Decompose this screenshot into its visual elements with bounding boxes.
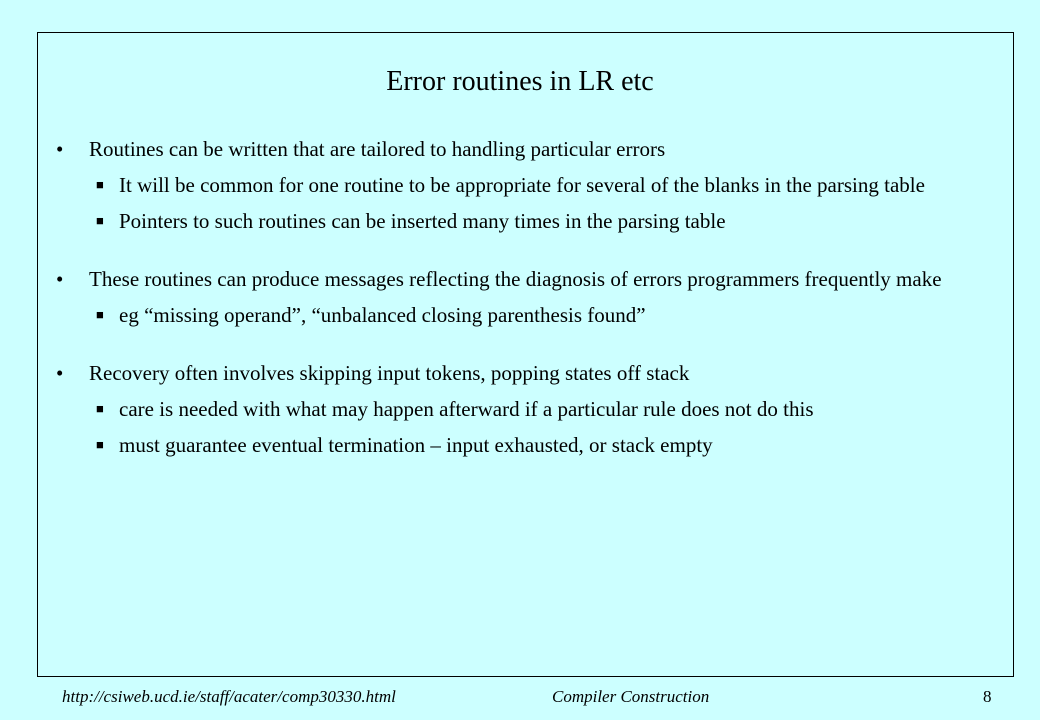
sub-bullet-item [56,208,1006,234]
sub-bullet-item [56,172,1006,198]
sub-bullet-item [56,302,1006,328]
sub-bullet-glyph: ■ [96,401,104,416]
sub-bullet-text: It will be common for one routine to be appropriate for several of the blanks in the parsing table [119,173,925,197]
bullet-item [56,136,1006,162]
bullet-glyph: • [56,267,64,291]
bullet-glyph: • [56,361,64,385]
sub-bullet-text: must guarantee eventual termination – input exhausted, or stack empty [119,433,713,457]
sub-bullet-glyph: ■ [96,437,104,452]
footer-page-number: 8 [983,687,992,706]
footer-url: http://csiweb.ucd.ie/staff/acater/comp30330.html [62,687,396,706]
bullet-text: Recovery often involves skipping input tokens, popping states off stack [89,361,690,385]
slide-content [56,136,1006,458]
bullet-text: Routines can be written that are tailored to handling particular errors [89,137,666,161]
sub-bullet-text: Pointers to such routines can be inserted many times in the parsing table [119,209,726,233]
sub-bullet-text: eg “missing operand”, “unbalanced closing parenthesis found” [119,303,646,327]
bullet-glyph: • [56,137,64,161]
bullet-text: These routines can produce messages reflecting the diagnosis of errors programmers frequently make [89,267,942,291]
bullet-item [56,360,1006,386]
sub-bullet-text: care is needed with what may happen afterward if a particular rule does not do this [119,397,814,421]
bullet-item [56,266,1006,292]
sub-bullet-glyph: ■ [96,307,104,322]
sub-bullet-glyph: ■ [96,177,104,192]
sub-bullet-item [56,432,1006,458]
sub-bullet-glyph: ■ [96,213,104,228]
sub-bullet-item [56,396,1006,422]
slide-title: Error routines in LR etc [386,66,654,97]
footer-course-title: Compiler Construction [552,687,710,706]
